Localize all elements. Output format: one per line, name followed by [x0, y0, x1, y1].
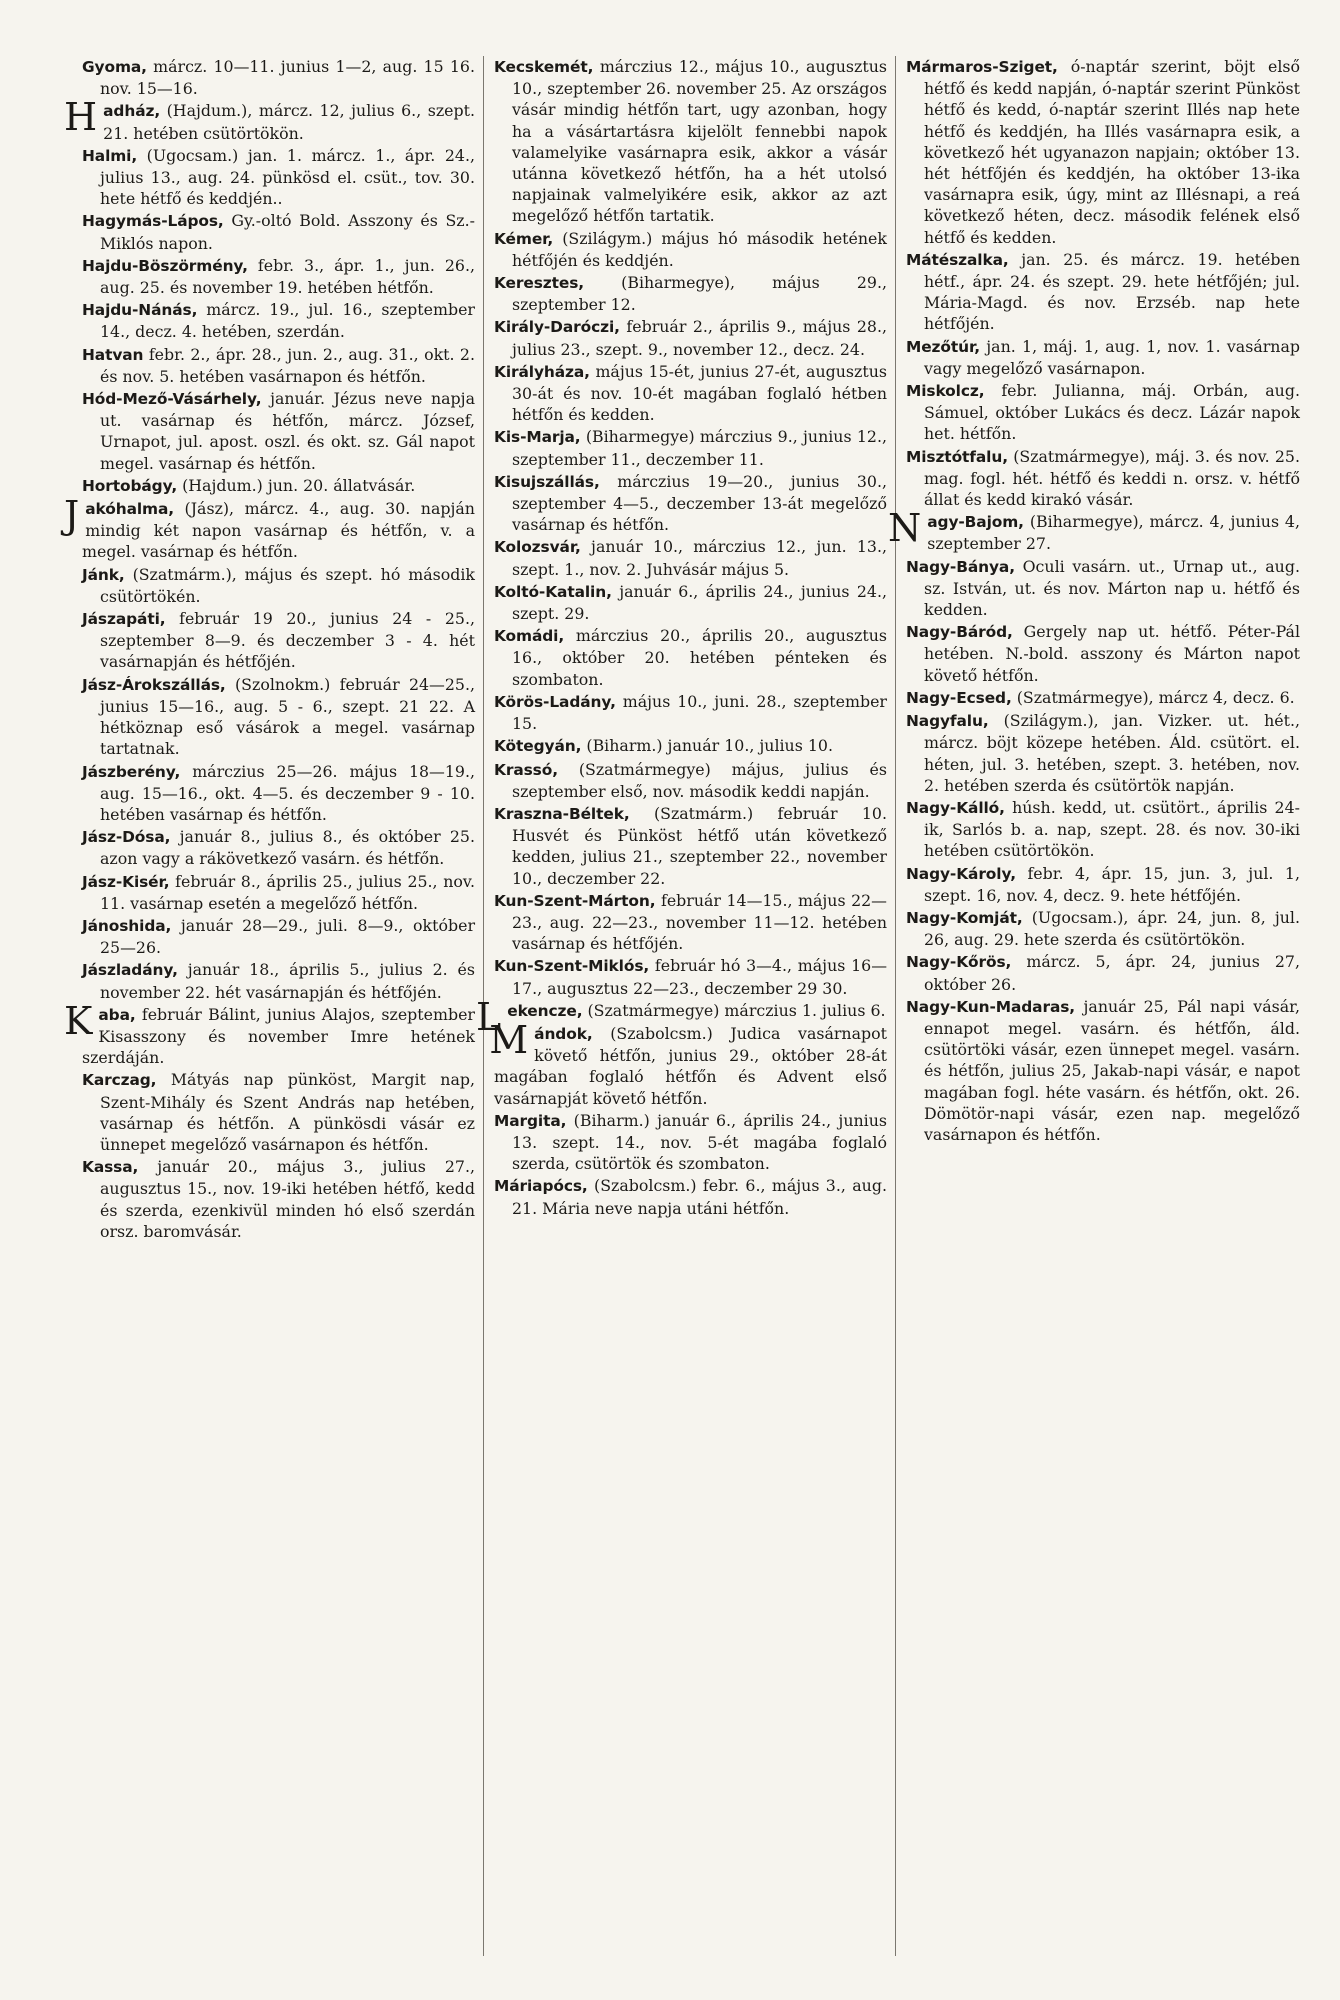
market-dates: február 2., április 9., május 28., julius 23., szept. 9., november 12., decz. 24. [512, 317, 887, 359]
market-entry [64, 95, 476, 143]
place-name: Hagymás-Lápos, [82, 212, 224, 231]
market-entry [82, 255, 475, 298]
market-dates: május 10., juni. 28., szeptember 15. [512, 691, 887, 734]
market-entry [494, 316, 887, 359]
market-dates: (Biharmegye) márczius 9., junius 12., szeptember 11., deczember 11. [512, 427, 887, 469]
column-1 [64, 56, 484, 1956]
place-name: Krassó, [494, 760, 558, 779]
place-name: Kun-Szent-Márton, [494, 891, 656, 910]
place-name: agy-Bajom, [927, 513, 1024, 532]
market-dates: ó-naptár szerint, böjt első hétfő és kedd napján, ó-naptár szerint Pünköst hétfő és kedd, ó-naptár szerint Illés nap hete hétfő és keddjén, ha Illés vasárnapra esik, a következő hét ugyanazon napjain; október 13. hét hétfőjén és keddjén, ha október 13-ika vasárnapra esik, úgy, mint az Illésnapi, a reá következő héten, decz. második felének első hétfő és kedden. [924, 57, 1300, 247]
place-name: Királyháza, [494, 362, 590, 381]
market-entry [494, 890, 887, 955]
market-dates: Gy.-oltó Bold. Asszony és Sz.-Miklós napon. [100, 211, 475, 253]
market-entry [906, 56, 1300, 248]
market-entry [494, 228, 887, 271]
drop-initial: N [888, 506, 922, 551]
place-name: Nagy-Károly, [906, 864, 1016, 883]
market-entry [906, 996, 1300, 1145]
market-dates: (Szabolcsm.) Judica vasárnapot követő hétfőn, junius 29., október 28-át magában foglaló hétfőn és Advent első vasárnapját követő hétfőn. [494, 1023, 887, 1108]
place-name: Koltó-Katalin, [494, 582, 612, 601]
market-entry [906, 556, 1300, 621]
market-dates: febr. 3., ápr. 1., jun. 26., aug. 25. és november 19. hetében hétfőn. [100, 255, 475, 298]
market-dates: (Szolnokm.) február 24—25., junius 15—16., aug. 5 - 6., szept. 21 22. A hétköznap eső vásárok a megel. vasárnap tartatnak. [100, 674, 475, 759]
drop-initial: J [64, 493, 80, 538]
market-entry [82, 344, 475, 387]
market-dates: (Ugocsam.), ápr. 24, jun. 8, jul. 26, aug. 29. hete szerda és csütörtökön. [924, 907, 1300, 950]
market-dates: február 8., április 25., julius 25., nov. 11. vasárnap esetén a megelőző hétfőn. [100, 871, 475, 913]
market-dates: (Szilágym.) május hó második hetének hétfőjén és keddjén. [512, 228, 887, 270]
market-entry [82, 959, 475, 1002]
market-dates: febr. 2., ápr. 28., jun. 2., aug. 31., okt. 2. és nov. 5. hetében vasárnapon és hétfőn. [100, 344, 475, 386]
market-dates: február hó 3—4., május 16—17., augusztus 22—23., deczember 29 30. [512, 956, 888, 998]
market-dates: január 8., julius 8., és október 25. azon vagy a rákövetkező vasárn. és hétfőn. [100, 827, 475, 869]
place-name: Misztótfalu, [906, 447, 1008, 466]
market-dates: január 25, Pál napi vásár, ennapot megel. vasárn. és hétfőn, áld. csütörtöki vásár, ezen ünnepet megel. vasárn. és hétfőn, julius 25, Jakab-napi vásár, e napot magában fogl. héte vasárn. és hétfőn, okt. 26. Dömötör-napi vásár, ezen nap. megelőző vasárnapon és hétfőn. [924, 996, 1300, 1144]
market-entry [494, 691, 887, 734]
market-entry [906, 863, 1300, 906]
market-entry [82, 761, 475, 826]
market-dates: január 18., április 5., julius 2. és november 22. hét vasárnapján és hétfőjén. [100, 960, 475, 1002]
place-name: Nagy-Báród, [906, 623, 1013, 642]
market-entry [64, 493, 475, 563]
place-name: Mátészalka, [906, 250, 1009, 269]
market-entry [906, 446, 1300, 511]
market-entry [82, 388, 475, 474]
market-dates: (Biharmegye), május 29., szeptember 12. [512, 273, 887, 315]
place-name: Hatvan [82, 345, 144, 364]
market-entry [494, 1110, 887, 1175]
place-name: Komádi, [494, 627, 565, 646]
market-entry [82, 56, 475, 99]
market-entry [494, 1175, 887, 1218]
market-entry [906, 621, 1300, 686]
market-dates: márcz. 5, ápr. 24, junius 27, október 26. [924, 952, 1300, 994]
market-entry [494, 735, 887, 757]
market-entry [82, 1069, 475, 1155]
place-name: Máriapócs, [494, 1177, 588, 1196]
market-entry [494, 536, 887, 579]
place-name: Jász-Árokszállás, [82, 675, 226, 694]
market-entry [906, 797, 1300, 862]
market-dates: márczius 12., május 10., augusztus 10., szeptember 26. november 25. Az országos vásár mindig hétfőn tart, ugy azonban, hogy ha a vásártartásra kijelölt fennebbi napok valamelyike vasárnapra esik, akkor a vásár utánna következő hétfőn, ha a hét utolsó napjainak valmelyikére esik, akkor az azt megelőző hétfőn tartatik. [512, 57, 887, 226]
market-dates: február 14—15., május 22—23., aug. 22—23., november 11—12. hetében vasárnap és hétfőjén. [512, 890, 887, 954]
place-name: Kisujszállás, [494, 472, 600, 491]
market-dates: (Szatmármegye), márcz 4, decz. 6. [1016, 687, 1295, 707]
market-dates: febr. 4, ápr. 15, jun. 3, jul. 1, szept. 16, nov. 4, decz. 9. hete hétfőjén. [924, 863, 1300, 905]
place-name: Kraszna-Béltek, [494, 804, 630, 823]
drop-initial: K [64, 998, 93, 1043]
market-dates: (Jász), márcz. 4., aug. 30. napján mindig két napon vasárnap és hétfőn, v. a megel. vasárnap és hétfőn. [82, 499, 475, 562]
place-name: Nagy-Komját, [906, 908, 1023, 927]
market-entry [494, 471, 887, 536]
market-entry [494, 759, 887, 802]
place-name: Karczag, [82, 1071, 157, 1090]
column-2 [476, 56, 896, 1956]
market-dates: (Szatmármegye), máj. 3. és nov. 25. mag. fogl. hét. hétfő és keddi n. orsz. v. hétfő állat és kedd kirakó vásár. [924, 446, 1300, 510]
market-entry [494, 426, 887, 469]
market-dates: (Szabolcsm.) febr. 6., május 3., aug. 21. Mária neve napja utáni hétfőn. [512, 1176, 887, 1218]
market-dates: márczius 20., április 20., augusztus 16., október 20. hetében pénteken és szombaton. [512, 626, 887, 689]
market-entry [82, 145, 475, 210]
market-dates: (Ugocsam.) jan. 1. márcz. 1., ápr. 24., julius 13., aug. 24. pünkösd el. csüt., tov. 30. hete hétfő és keddjén.. [100, 145, 475, 209]
market-entry [888, 506, 1300, 554]
place-name: Jász-Dósa, [82, 828, 171, 847]
market-dates: márczius 19—20., junius 30., szeptember 4—5., deczember 13-át megelőző vasárnap és hétfőn. [512, 471, 887, 535]
market-dates: jan. 25. és márcz. 19. hetében hétf., ápr. 24. és szept. 29. hete hétfőjén; jul. Mária-Magd. és nov. Erzséb. nap hete hétfőjén. [924, 249, 1300, 334]
market-entry [906, 336, 1300, 379]
market-dates: február 19 20., junius 24 - 25., szeptember 8—9. és deczember 3 - 4. hét vasárnapján és hétfőjén. [100, 609, 475, 672]
market-entry [906, 380, 1300, 445]
place-name: Hortobágy, [82, 476, 178, 495]
place-name: Margita, [494, 1111, 567, 1130]
market-entry [906, 249, 1300, 335]
place-name: Nagy-Kőrös, [906, 953, 1012, 972]
market-dates: húsh. kedd, ut. csütört., április 24-ik, Sarlós b. a. nap, szept. 28. és nov. 30-iki hetében csütörtökön. [924, 797, 1300, 861]
market-entry [82, 871, 475, 914]
place-name: Nagy-Ecsed, [906, 688, 1012, 707]
place-name: Kecskemét, [494, 58, 594, 76]
market-dates: (Szilágym.), jan. Vizker. ut. hét., márcz. böjt közepe hetében. Áld. csütört. el. héten, jul. 3. hetében, szept. 3. hetében, nov. 2. hetében szerda és csütörtök napján. [924, 711, 1300, 795]
drop-initial: H [64, 95, 98, 140]
place-name: Gyoma, [82, 58, 147, 76]
place-name: Miskolcz, [906, 382, 985, 401]
market-entry [906, 951, 1300, 994]
market-dates: Oculi vasárn. ut., Urnap ut., aug. sz. István, ut. és nov. Márton nap u. hétfő és kedden. [924, 556, 1300, 620]
market-entry [494, 625, 887, 690]
place-name: Nagyfalu, [906, 712, 989, 731]
place-name: adház, [103, 102, 161, 121]
market-dates: (Szatmármegye) márczius 1. julius 6. [587, 1000, 886, 1020]
market-dates: Mátyás nap pünköst, Margit nap, Szent-Mihály és Szent András nap hetében, vasárnap és hétfőn. A pünkösdi vásár ez ünnepet megelőző vasárnapon és hétfőn. [100, 1070, 475, 1154]
place-name: Kun-Szent-Miklós, [494, 957, 650, 976]
place-name: Hajdu-Böszörmény, [82, 256, 248, 275]
market-entry [494, 803, 887, 889]
market-entry [82, 210, 475, 253]
market-dates: január 10., márczius 12., jun. 13., szept. 1., nov. 2. Juhvásár május 5. [512, 537, 888, 579]
market-dates: jan. 1, máj. 1, aug. 1, nov. 1. vasárnap vagy megelőző vasárnapon. [924, 336, 1301, 378]
market-dates: márcz. 19., jul. 16., szeptember 14., decz. 4. hetében, szerdán. [100, 300, 475, 342]
market-dates: május 15-ét, junius 27-ét, augusztus 30-át és nov. 10-ét magában foglaló hétben hétfőn és kedden. [512, 361, 887, 425]
place-name: Jászapáti, [82, 610, 166, 629]
place-name: Nagy-Kálló, [906, 798, 1005, 817]
market-dates: január 28—29., juli. 8—9., október 25—26. [100, 915, 475, 958]
market-entry [906, 710, 1300, 796]
market-entry [82, 608, 475, 673]
market-entry [82, 475, 475, 497]
market-dates: január 6., április 24., junius 24., szept. 29. [512, 581, 887, 624]
place-name: Keresztes, [494, 274, 585, 293]
place-name: Mezőtúr, [906, 337, 980, 356]
place-name: Jász-Kisér, [82, 872, 170, 891]
market-entry [494, 56, 887, 227]
place-name: akóhalma, [85, 500, 175, 519]
market-dates: febr. Julianna, máj. Orbán, aug. Sámuel, október Lukács és decz. Lázár napok het. hétfőn. [924, 381, 1300, 444]
drop-initial: L [476, 994, 502, 1039]
market-entry [489, 1017, 887, 1109]
place-name: Hajdu-Nánás, [82, 301, 198, 320]
place-name: aba, [98, 1005, 136, 1024]
place-name: Mármaros-Sziget, [906, 58, 1058, 76]
place-name: ekencze, [507, 1001, 583, 1020]
place-name: Jánoshida, [82, 916, 172, 935]
place-name: Körös-Ladány, [494, 692, 616, 711]
market-dates: Gergely nap ut. hétfő. Péter-Pál hetében. N.-bold. asszony és Márton napot követő hétfőn. [924, 622, 1301, 685]
market-entry [82, 564, 475, 607]
market-entry [906, 687, 1300, 709]
place-name: Király-Daróczi, [494, 318, 620, 337]
market-entry [82, 299, 475, 342]
place-name: Kis-Marja, [494, 428, 581, 447]
market-dates: (Biharm.) január 10., julius 10. [586, 736, 833, 756]
place-name: Hód-Mező-Vásárhely, [82, 390, 262, 409]
place-name: Nagy-Kun-Madaras, [906, 997, 1076, 1016]
place-name: Kémer, [494, 229, 554, 248]
market-dates: (Szatmárm.) február 10. Husvét és Pünköst hétfő után következő kedden, julius 21., szeptember 22., november 10., deczember 22. [512, 803, 887, 888]
market-entry [64, 998, 475, 1069]
place-name: Jászladány, [82, 961, 178, 980]
place-name: Halmi, [82, 146, 138, 165]
market-entry [494, 361, 887, 426]
place-name: ándok, [534, 1024, 593, 1043]
market-dates: január 20., május 3., julius 27., augusztus 15., nov. 19-iki hetében hétfő, kedd és szerda, ezenkivül minden hó első szerdán orsz. baromvásár. [100, 1157, 475, 1241]
market-dates: (Szatmárm.), május és szept. hó második csütörtökén. [100, 564, 475, 606]
market-entry [82, 674, 475, 760]
market-entry [82, 915, 475, 958]
place-name: Nagy-Bánya, [906, 557, 1015, 576]
market-dates: (Biharm.) január 6., április 24., junius 13. szept. 14., nov. 5-ét magába foglaló szerda, csütörtök és szombaton. [512, 1110, 888, 1174]
place-name: Kassa, [82, 1158, 139, 1177]
market-entry [494, 581, 887, 624]
market-dates: február Bálint, junius Alajos, szeptember Kisasszony és november Imre hetének szerdáján. [82, 1004, 475, 1068]
market-dates: január. Jézus neve napja ut. vasárnap és hétfőn, márcz. József, Urnapot, jul. apost. oszl. és okt. sz. Gál napot megel. vasárnap és hétfőn. [100, 389, 475, 473]
market-dates: (Hajdum.) jun. 20. állatvásár. [182, 475, 416, 495]
market-dates: (Hajdum.), márcz. 12, julius 6., szept. 21. hetében csütörtökön. [103, 101, 476, 143]
column-3 [888, 56, 1308, 1956]
market-entry [494, 272, 887, 315]
market-entry [82, 826, 475, 869]
market-entry [494, 955, 887, 998]
place-name: Kolozsvár, [494, 538, 581, 557]
market-entry [82, 1156, 475, 1242]
market-dates: (Biharmegye), márcz. 4, junius 4, szeptember 27. [927, 512, 1300, 554]
market-dates: márcz. 10—11. junius 1—2, aug. 15 16. nov. 15—16. [100, 57, 475, 99]
place-name: Jánk, [82, 565, 125, 584]
place-name: Jászberény, [82, 762, 181, 781]
market-entry [906, 907, 1300, 950]
market-dates: márczius 25—26. május 18—19., aug. 15—16., okt. 4—5. és deczember 9 - 10. hetében vasárnap és hétfőn. [100, 761, 476, 824]
market-dates: (Szatmármegye) május, julius és szeptember első, nov. második keddi napján. [512, 759, 887, 801]
place-name: Kötegyán, [494, 737, 582, 756]
drop-initial: M [489, 1017, 529, 1062]
columns [64, 56, 1312, 1956]
